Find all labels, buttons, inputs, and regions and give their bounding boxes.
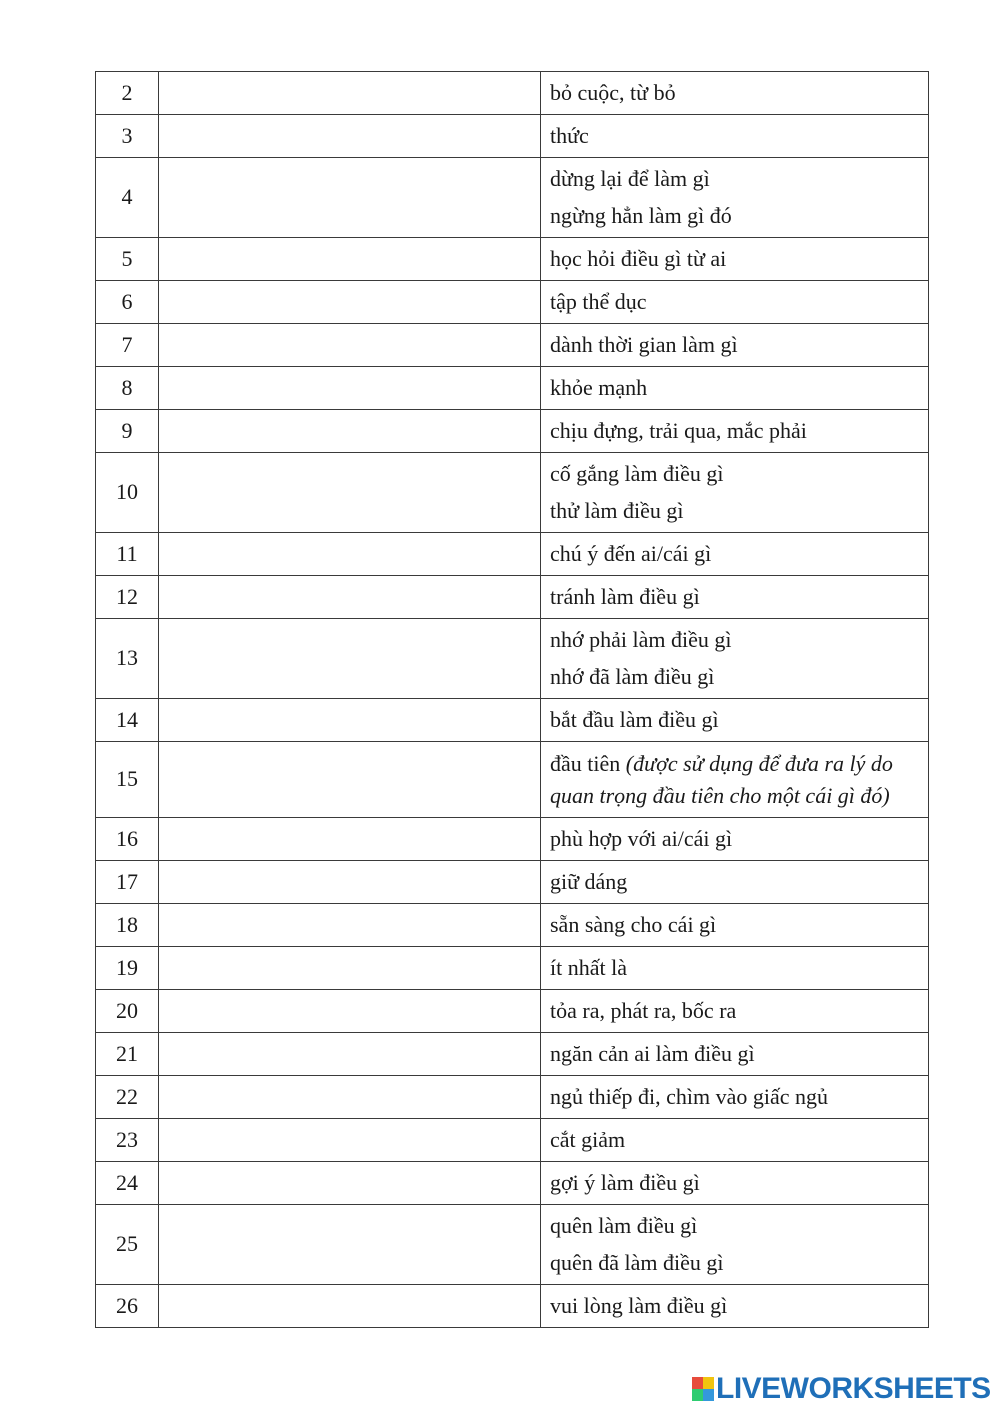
answer-blank-cell[interactable] [159,904,541,947]
answer-blank-cell[interactable] [159,115,541,158]
table-row [96,158,929,238]
meaning-cell [541,904,929,947]
row-number: 14 [96,699,159,742]
meaning-cell [541,699,929,742]
row-number: 3 [96,115,159,158]
row-number: 24 [96,1162,159,1205]
row-number: 4 [96,158,159,238]
answer-blank-cell[interactable] [159,1162,541,1205]
answer-blank-cell[interactable] [159,281,541,324]
meaning-text: gợi ý làm điều gì [550,1169,700,1195]
meaning-text: tránh làm điều gì [550,583,700,609]
row-number: 26 [96,1285,159,1328]
meaning-text: chú ý đến ai/cái gì [550,540,712,566]
meaning-cell [541,324,929,367]
row-number: 17 [96,861,159,904]
meaning-text: bắt đầu làm điều gì [550,706,719,732]
meaning-text: dừng lại để làm gì [550,166,710,191]
meaning-text: ít nhất là [550,954,627,980]
table-row [96,990,929,1033]
answer-blank-cell[interactable] [159,742,541,818]
meaning-text: quên làm điều gì [550,1213,698,1238]
meaning-cell [541,742,929,818]
answer-blank-cell[interactable] [159,861,541,904]
table-row [96,533,929,576]
table-row [96,818,929,861]
answer-blank-cell[interactable] [159,367,541,410]
row-number: 23 [96,1119,159,1162]
answer-blank-cell[interactable] [159,533,541,576]
meaning-text: nhớ phải làm điều gì [550,627,732,652]
meaning-text: giữ dáng [550,868,628,894]
meaning-cell [541,947,929,990]
row-number: 20 [96,990,159,1033]
table-row [96,72,929,115]
meaning-cell [541,1205,929,1285]
answer-blank-cell[interactable] [159,947,541,990]
answer-blank-cell[interactable] [159,1205,541,1285]
meaning-cell [541,990,929,1033]
meaning-cell [541,619,929,699]
row-number: 22 [96,1076,159,1119]
row-number: 19 [96,947,159,990]
meaning-cell [541,1162,929,1205]
table-row [96,115,929,158]
table-row [96,410,929,453]
row-number: 7 [96,324,159,367]
row-number: 6 [96,281,159,324]
row-number: 8 [96,367,159,410]
answer-blank-cell[interactable] [159,576,541,619]
liveworksheets-logo [692,1374,991,1404]
meaning-cell [541,1033,929,1076]
answer-blank-cell[interactable] [159,238,541,281]
meaning-text: khỏe mạnh [550,374,648,400]
meaning-text: học hỏi điều gì từ ai [550,245,727,271]
meaning-text: đầu tiên [550,750,621,776]
answer-blank-cell[interactable] [159,990,541,1033]
meaning-text: quên đã làm điều gì [550,1250,724,1275]
answer-blank-cell[interactable] [159,453,541,533]
answer-blank-cell[interactable] [159,72,541,115]
row-number: 18 [96,904,159,947]
table-row [96,453,929,533]
meaning-text: sẵn sàng cho cái gì [550,911,717,937]
table-row [96,367,929,410]
answer-blank-cell[interactable] [159,1119,541,1162]
meaning-text: ngủ thiếp đi, chìm vào giấc ngủ [550,1083,828,1109]
meaning-text: cố gắng làm điều gì [550,461,724,486]
row-number: 21 [96,1033,159,1076]
table-row [96,238,929,281]
table-row [96,861,929,904]
table-row [96,699,929,742]
meaning-text: thức [550,122,589,148]
table-row [96,324,929,367]
answer-blank-cell[interactable] [159,1033,541,1076]
logo-text: LIVEWORKSHEETS [716,1372,991,1405]
meaning-cell [541,158,929,238]
meaning-text: cắt giảm [550,1126,626,1152]
row-number: 25 [96,1205,159,1285]
liveworksheets-logo-icon [692,1377,714,1401]
table-row [96,1162,929,1205]
table-row [96,1119,929,1162]
meaning-cell [541,1119,929,1162]
table-row [96,904,929,947]
meaning-cell [541,410,929,453]
meaning-text: chịu đựng, trải qua, mắc phải [550,417,807,443]
table-row [96,281,929,324]
answer-blank-cell[interactable] [159,1285,541,1328]
meaning-text: bỏ cuộc, từ bỏ [550,79,676,105]
meaning-text: thử làm điều gì [550,498,684,523]
row-number: 10 [96,453,159,533]
meaning-cell [541,1285,929,1328]
table-row [96,1285,929,1328]
answer-blank-cell[interactable] [159,410,541,453]
row-number: 11 [96,533,159,576]
row-number: 15 [96,742,159,818]
row-number: 5 [96,238,159,281]
meaning-cell [541,115,929,158]
meaning-cell [541,533,929,576]
row-number: 13 [96,619,159,699]
meaning-cell [541,576,929,619]
meaning-cell [541,72,929,115]
meaning-cell [541,861,929,904]
answer-blank-cell[interactable] [159,158,541,238]
vocabulary-table [95,71,929,1328]
table-row [96,576,929,619]
meaning-cell [541,238,929,281]
answer-blank-cell[interactable] [159,818,541,861]
meaning-text: tỏa ra, phát ra, bốc ra [550,997,737,1023]
answer-blank-cell[interactable] [159,324,541,367]
meaning-note: (được sử dụng để đưa ra lý do quan trọng đầu tiên cho một cái gì đó) [550,750,893,808]
row-number: 2 [96,72,159,115]
meaning-text: phù hợp với ai/cái gì [550,825,733,851]
meaning-text: vui lòng làm điều gì [550,1292,728,1318]
answer-blank-cell[interactable] [159,619,541,699]
meaning-cell [541,453,929,533]
table-row [96,1076,929,1119]
answer-blank-cell[interactable] [159,699,541,742]
meaning-cell [541,1076,929,1119]
table-row [96,1205,929,1285]
meaning-text: ngăn cản ai làm điều gì [550,1040,755,1066]
meaning-text: dành thời gian làm gì [550,331,738,357]
row-number: 12 [96,576,159,619]
row-number: 16 [96,818,159,861]
table-row [96,947,929,990]
row-number: 9 [96,410,159,453]
table-row [96,619,929,699]
table-row [96,742,929,818]
table-row [96,1033,929,1076]
meaning-text: nhớ đã làm điều gì [550,664,715,689]
meaning-text: ngừng hẳn làm gì đó [550,203,732,228]
meaning-cell [541,367,929,410]
answer-blank-cell[interactable] [159,1076,541,1119]
meaning-cell [541,818,929,861]
meaning-text: tập thể dục [550,288,647,314]
meaning-cell [541,281,929,324]
